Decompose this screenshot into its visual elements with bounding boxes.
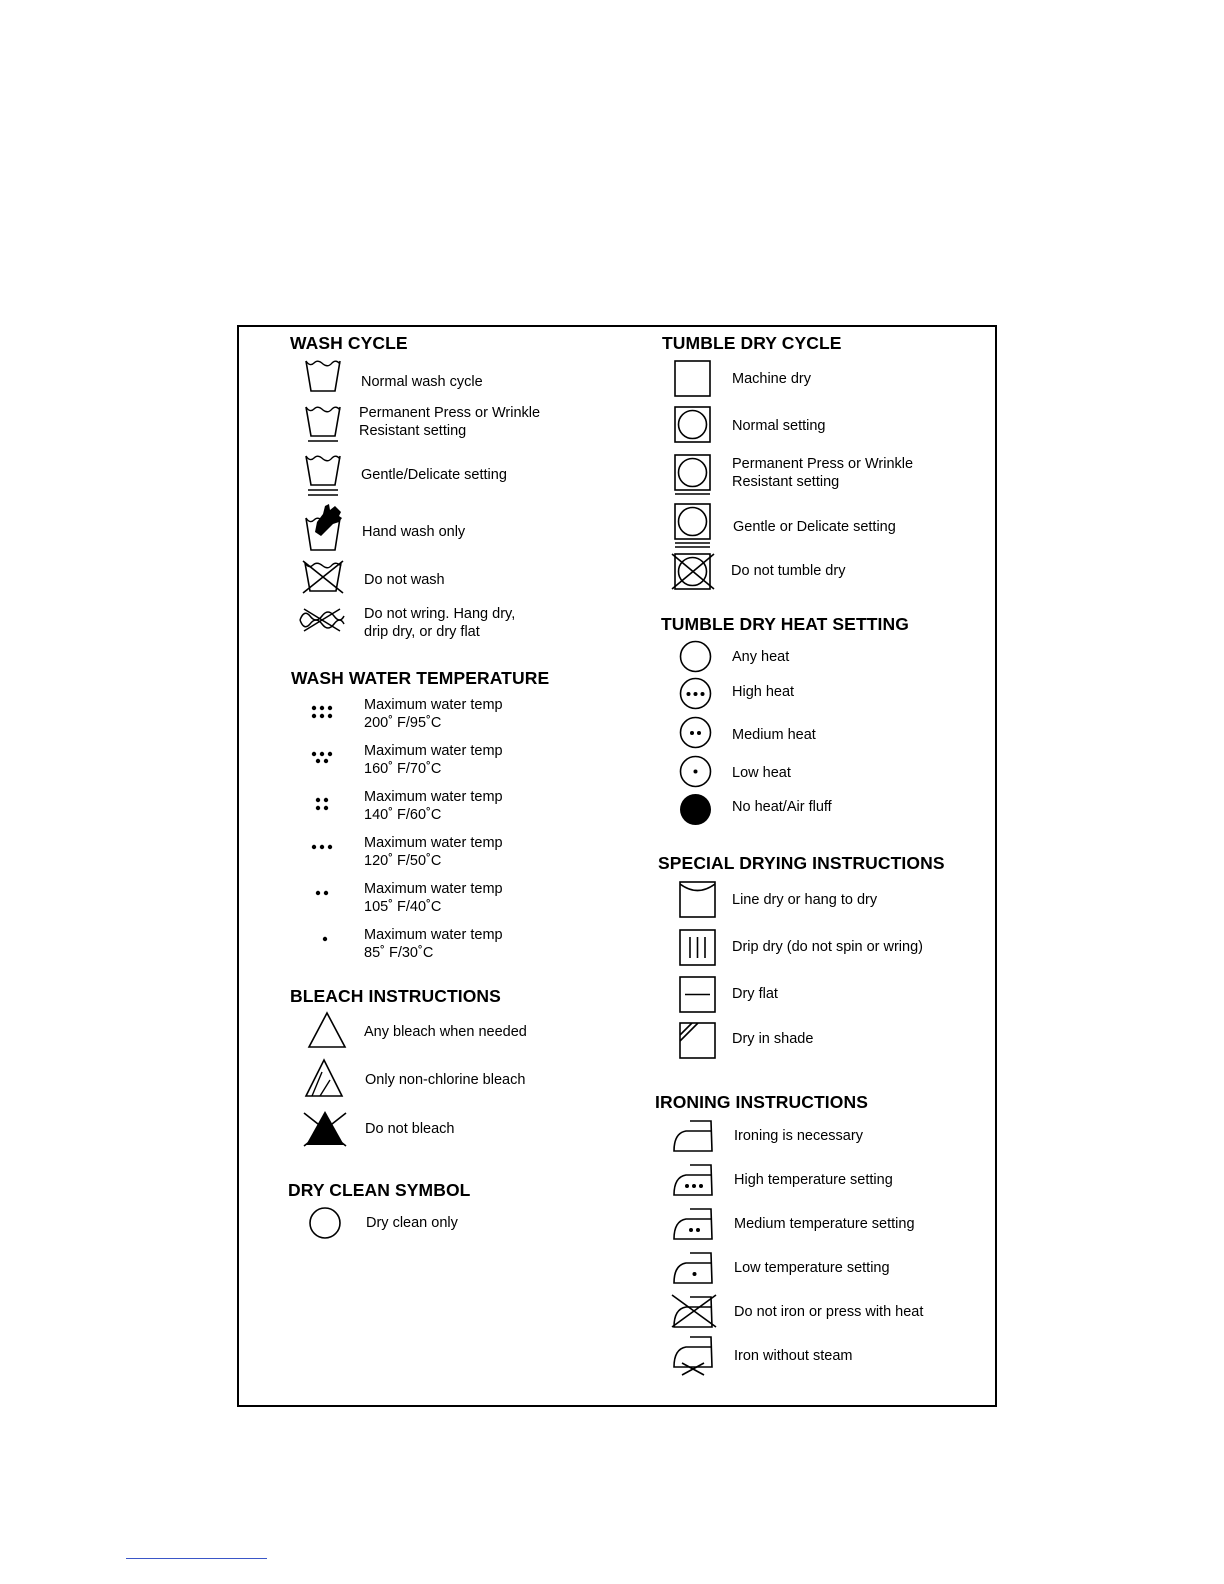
four-dots-icon xyxy=(314,796,330,812)
bleach-instructions-heading: BLEACH INSTRUCTIONS xyxy=(290,986,501,1006)
circle-two-dots-icon xyxy=(679,716,713,750)
footnote-separator xyxy=(126,1558,267,1559)
drip-dry-icon xyxy=(679,929,717,967)
iron-no-steam-icon xyxy=(672,1333,716,1377)
square-icon xyxy=(674,360,712,398)
dry-clean-symbol-heading: DRY CLEAN SYMBOL xyxy=(288,1180,471,1200)
hand-wash-icon xyxy=(303,502,347,554)
wash-tub-two-bars-icon xyxy=(303,454,343,498)
do-not-wring-icon xyxy=(298,604,346,634)
five-dots-icon xyxy=(310,750,334,766)
tumble-dry-heat-setting-heading: TUMBLE DRY HEAT SETTING xyxy=(661,614,909,634)
iron-three-dots-icon xyxy=(672,1161,716,1199)
iron-two-dots-icon xyxy=(672,1205,716,1243)
special-drying-instructions-heading: SPECIAL DRYING INSTRUCTIONS xyxy=(658,853,945,873)
two-dots-icon xyxy=(314,888,330,898)
ironing-instructions-heading: IRONING INSTRUCTIONS xyxy=(655,1092,868,1112)
wash-cycle-heading: WASH CYCLE xyxy=(290,333,408,353)
dry-flat-icon xyxy=(679,976,717,1014)
one-dot-icon xyxy=(320,934,330,944)
do-not-wash-icon xyxy=(301,559,345,595)
do-not-iron-icon xyxy=(670,1293,718,1331)
empty-circle-icon xyxy=(679,640,713,674)
circle-three-dots-icon xyxy=(679,677,713,711)
circle-icon xyxy=(308,1206,342,1240)
tumble-dry-icon xyxy=(674,406,712,444)
wash-tub-one-bar-icon xyxy=(303,405,343,445)
wash-tub-icon xyxy=(303,359,343,395)
six-dots-icon xyxy=(310,704,334,720)
tumble-dry-one-bar-icon xyxy=(674,454,712,496)
triangle-icon xyxy=(307,1011,347,1049)
do-not-tumble-dry-icon xyxy=(671,553,715,591)
striped-triangle-icon xyxy=(304,1058,344,1098)
iron-icon xyxy=(672,1117,716,1155)
dry-in-shade-icon xyxy=(679,1022,717,1060)
crossed-triangle-icon xyxy=(302,1108,348,1148)
line-dry-icon xyxy=(679,881,717,919)
tumble-dry-cycle-heading: TUMBLE DRY CYCLE xyxy=(662,333,842,353)
filled-circle-icon xyxy=(679,793,713,827)
three-dots-icon xyxy=(310,842,334,852)
tumble-dry-two-bars-icon xyxy=(674,503,712,549)
circle-one-dot-icon xyxy=(679,755,713,789)
wash-water-temperature-heading: WASH WATER TEMPERATURE xyxy=(291,668,550,688)
iron-one-dot-icon xyxy=(672,1249,716,1287)
